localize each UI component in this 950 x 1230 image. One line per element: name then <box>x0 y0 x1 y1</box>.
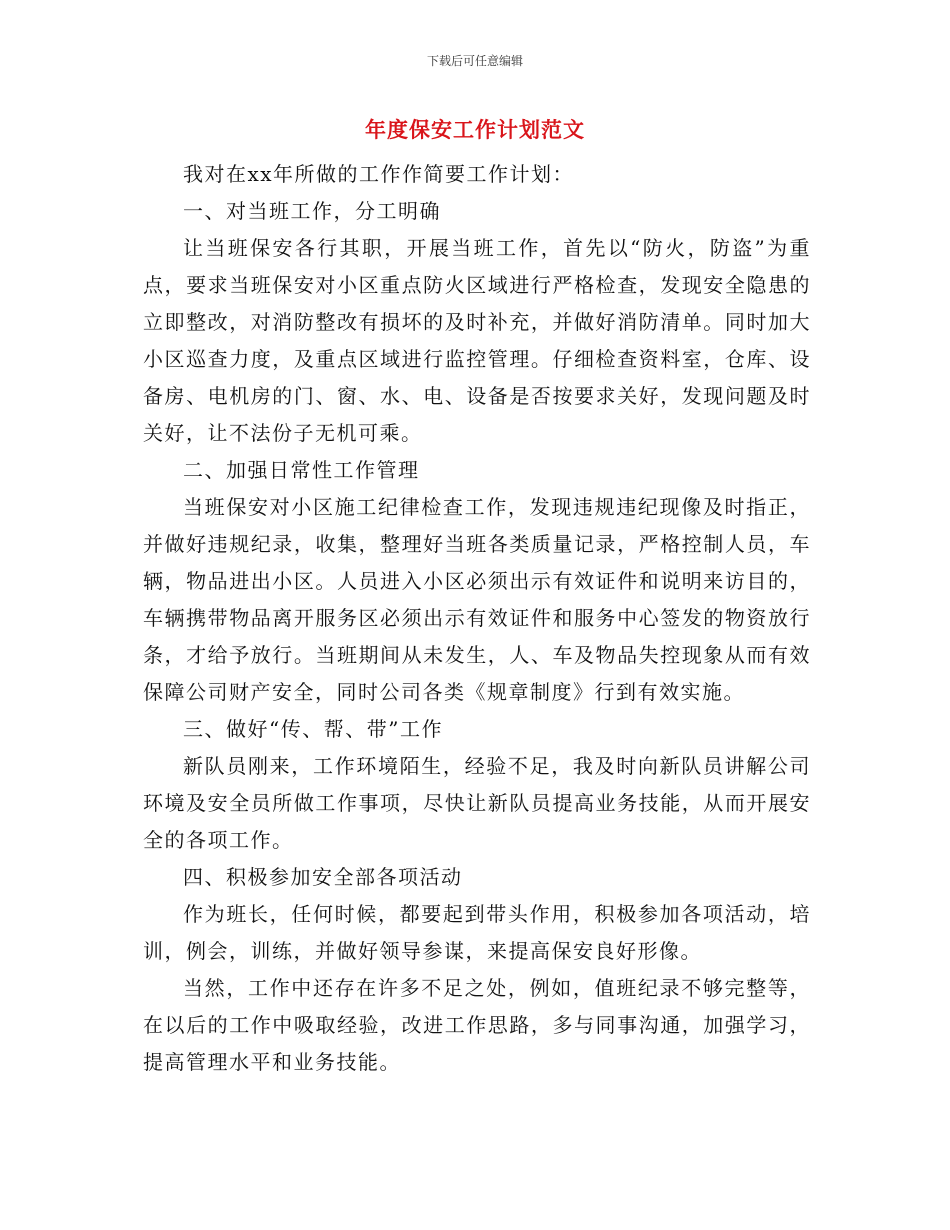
section-heading-4: 四、积极参加安全部各项活动 <box>183 865 463 889</box>
page-header-note: 下载后可任意编辑 <box>426 54 523 68</box>
paragraph-section-1: 让当班保安各行其职，开展当班工作，首先以“防火，防盗”为重点，要求当班保安对小区重点防火区域进行严格检查，发现安全隐患的立即整改，对消防整改有损坏的及时补充，并做好消防清单。同时加大小区巡查力度，及重点区域进行监控管理。仔细检查资料室，仓库、设备房、电机房的门、窗、水、电、设备是否按要求关好，发现问题及时关好，让不法份子无机可乘。 <box>143 236 811 445</box>
paragraph-section-4: 作为班长，任何时候，都要起到带头作用，积极参加各项活动，培训，例会，训练，并做好领导参谋，来提高保安良好形像。 <box>143 902 811 963</box>
paragraph-section-2: 当班保安对小区施工纪律检查工作，发现违规违纪现像及时指正，并做好违规纪录，收集，整理好当班各类质量记录，严格控制人员，车辆，物品进出小区。人员进入小区必须出示有效证件和说明来访目的，车辆携带物品离开服务区必须出示有效证件和服务中心签发的物资放行条，才给予放行。当班期间从未发生，人、车及物品失控现象从而有效保障公司财产安全，同时公司各类《规章制度》行到有效实施。 <box>143 495 811 704</box>
section-heading-2: 二、加强日常性工作管理 <box>183 458 420 482</box>
paragraph-intro: 我对在xx年所做的工作作简要工作计划： <box>183 162 575 186</box>
section-heading-1: 一、对当班工作，分工明确 <box>183 199 441 223</box>
paragraph-conclusion: 当然，工作中还存在许多不足之处，例如，值班纪录不够完整等，在以后的工作中吸取经验，改进工作思路，多与同事沟通，加强学习，提高管理水平和业务技能。 <box>143 976 811 1074</box>
paragraph-section-3: 新队员刚来，工作环境陌生，经验不足，我及时向新队员讲解公司环境及安全员所做工作事项，尽快让新队员提高业务技能，从而开展安全的各项工作。 <box>143 754 811 852</box>
document-title: 年度保安工作计划范文 <box>365 118 585 142</box>
section-heading-3: 三、做好“传、帮、带”工作 <box>183 717 443 741</box>
document-body <box>143 156 811 1081</box>
